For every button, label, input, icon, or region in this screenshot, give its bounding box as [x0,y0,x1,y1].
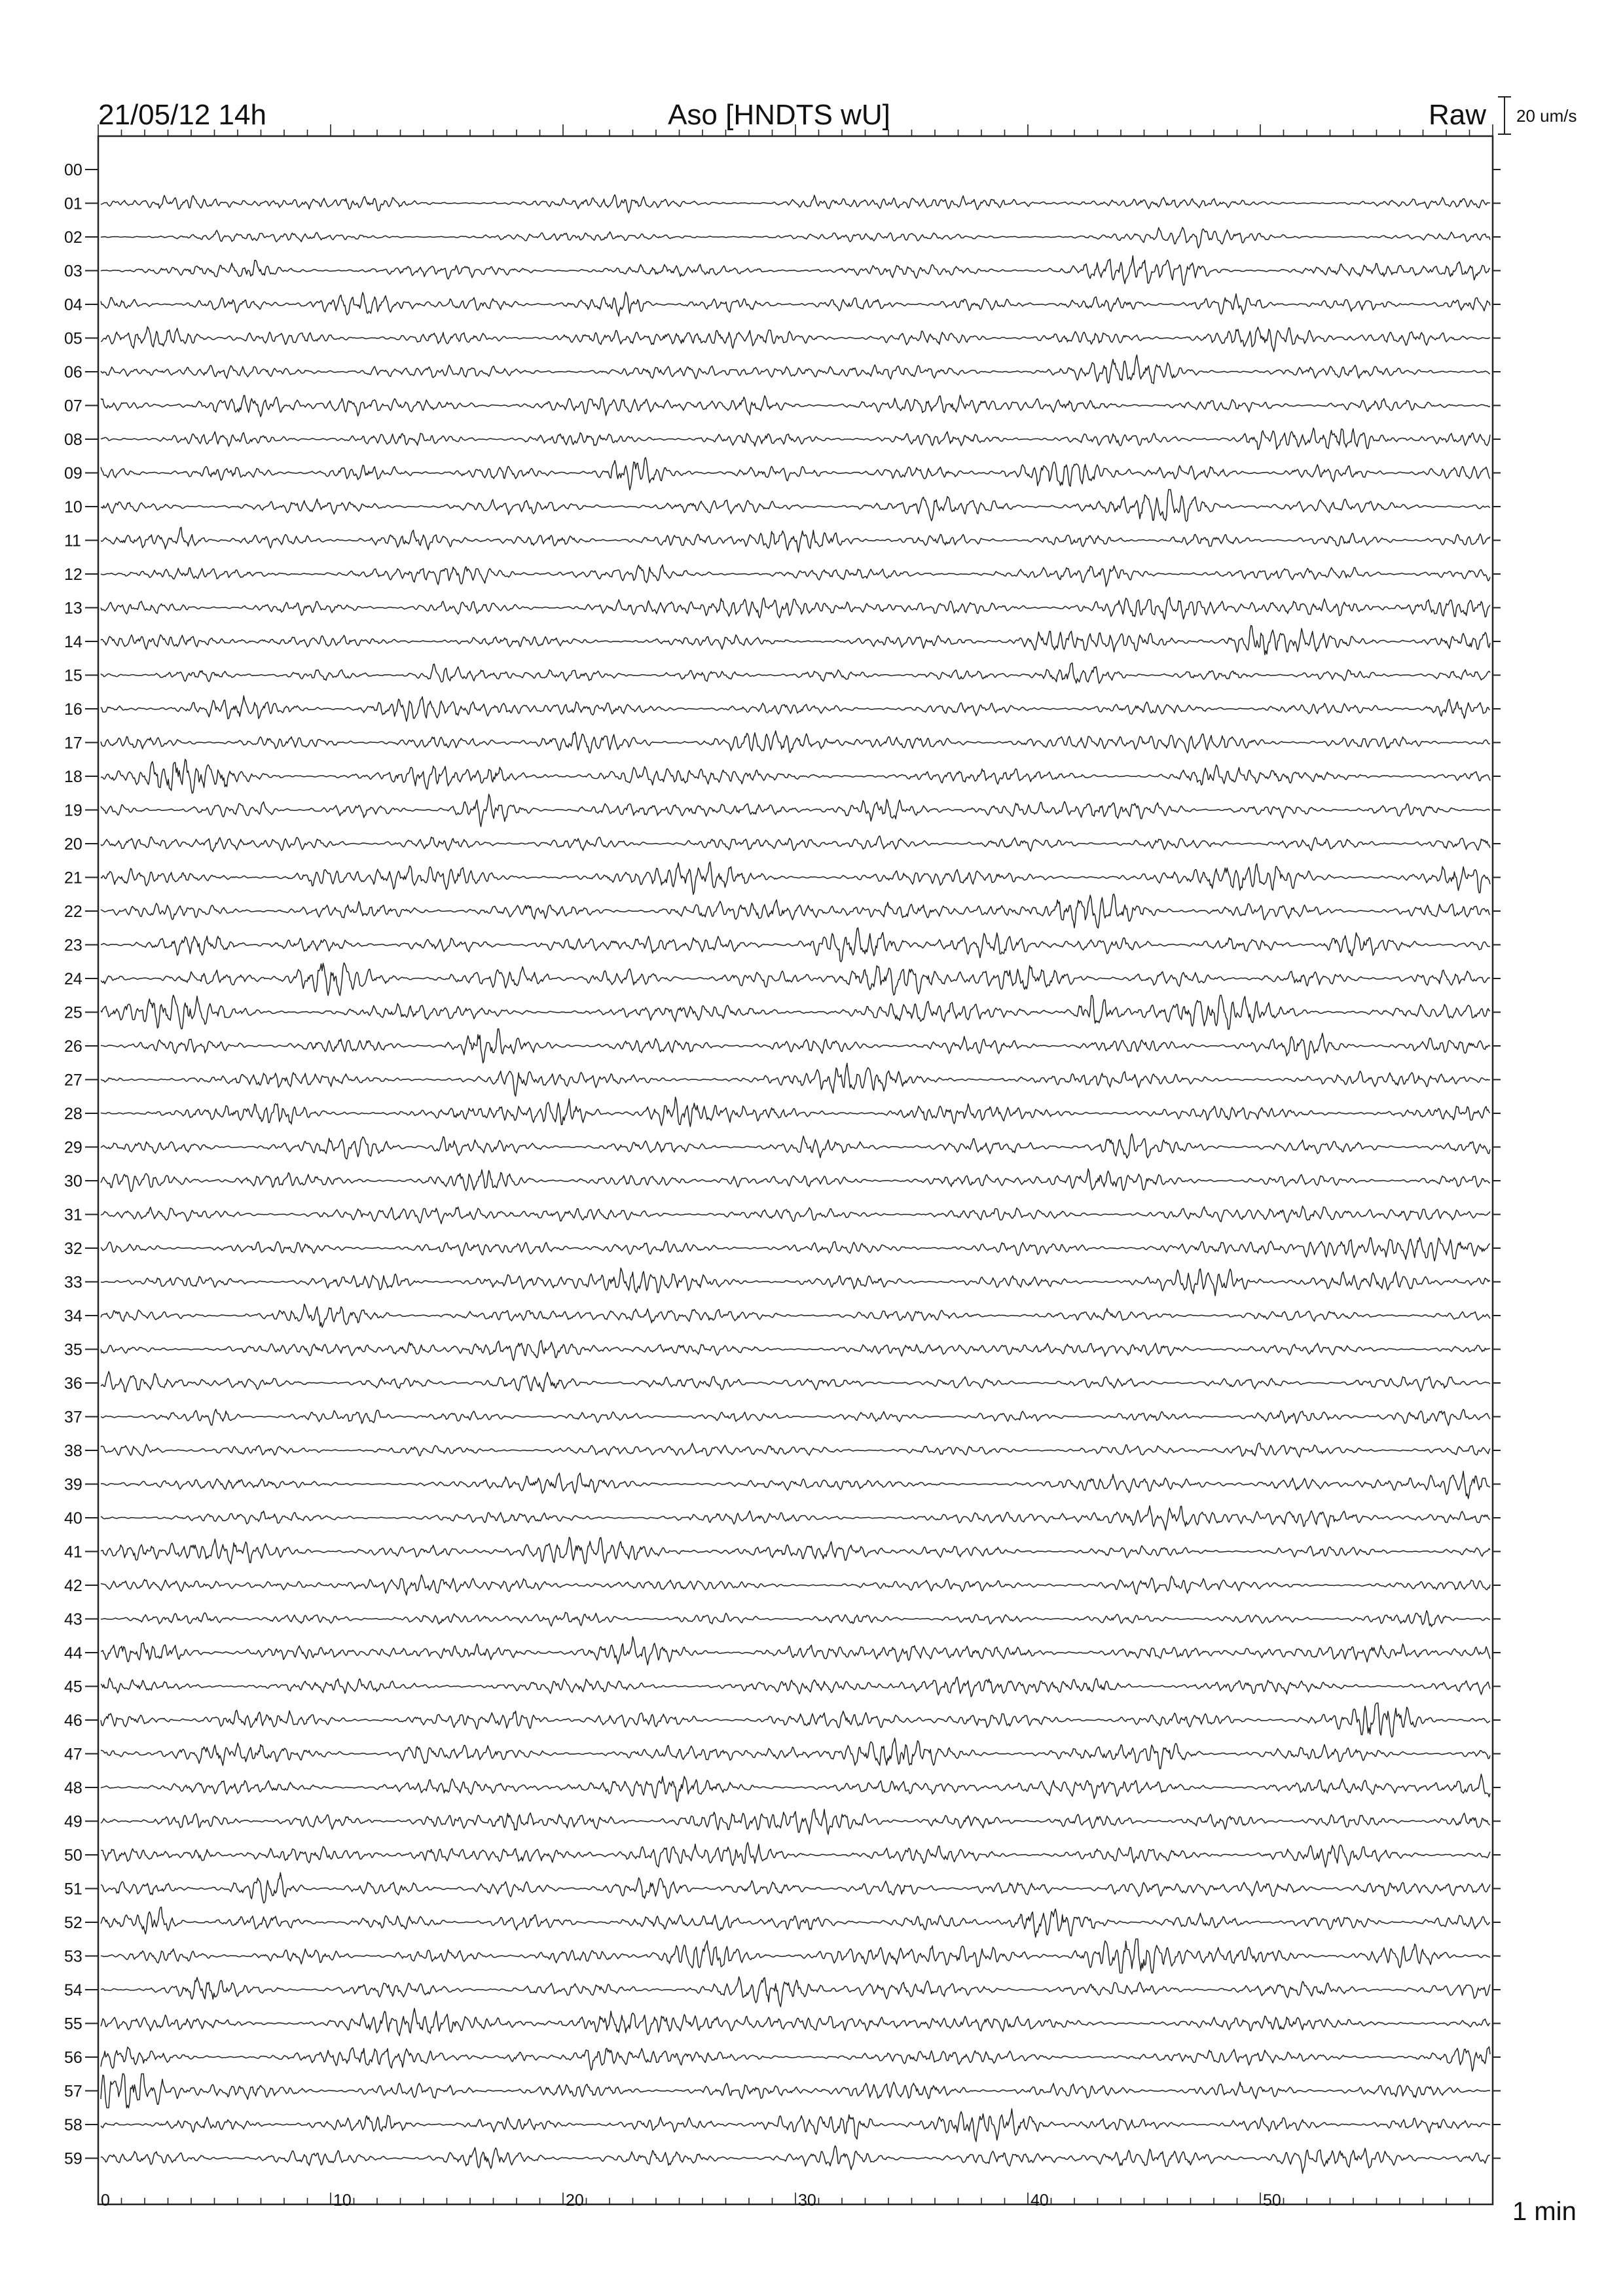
trace-row-30 [101,1169,1490,1192]
scale-bar [1498,97,1577,134]
x-tick-label: 30 [798,2191,816,2210]
row-label: 24 [64,970,82,988]
header-datetime: 21/05/12 14h [98,99,266,131]
trace-row-50 [101,1842,1490,1867]
row-label: 51 [64,1880,82,1899]
trace-row-23 [101,928,1490,962]
row-label: 07 [64,397,82,416]
row-label: 38 [64,1442,82,1460]
trace-row-43 [101,1611,1490,1626]
row-label: 56 [64,2049,82,2067]
row-label: 17 [64,734,82,753]
trace-row-24 [101,963,1490,996]
x-tick-label: 40 [1030,2191,1049,2210]
trace-row-57 [101,2074,1490,2108]
row-label: 59 [64,2149,82,2168]
row-label: 58 [64,2116,82,2134]
trace-row-04 [101,292,1490,316]
row-label: 43 [64,1610,82,1629]
row-label: 15 [64,666,82,685]
row-label: 16 [64,700,82,719]
trace-row-14 [101,626,1490,655]
row-label: 03 [64,262,82,281]
row-label: 04 [64,296,82,314]
row-label: 45 [64,1677,82,1696]
row-label: 48 [64,1779,82,1797]
row-label: 13 [64,599,82,618]
trace-row-54 [101,1977,1490,2007]
row-label: 21 [64,869,82,888]
trace-row-19 [101,794,1490,827]
x-tick-label: 0 [101,2191,110,2210]
trace-row-44 [101,1637,1490,1665]
row-label: 33 [64,1273,82,1292]
row-label: 25 [64,1003,82,1022]
row-label: 40 [64,1509,82,1528]
trace-row-17 [101,731,1490,753]
x-tick-label: 10 [333,2191,352,2210]
trace-row-33 [101,1268,1490,1295]
trace-row-40 [101,1506,1490,1530]
row-label: 27 [64,1071,82,1090]
trace-row-22 [101,894,1490,928]
trace-row-15 [101,663,1490,683]
trace-row-13 [101,598,1490,620]
trace-row-26 [101,1029,1490,1063]
row-label: 20 [64,835,82,853]
row-label: 30 [64,1172,82,1191]
trace-row-47 [101,1738,1490,1769]
trace-row-25 [101,996,1490,1030]
trace-row-45 [101,1677,1490,1696]
row-label: 47 [64,1745,82,1764]
row-label: 18 [64,768,82,786]
scale-label: 20 um/s [1516,106,1577,126]
row-label: 39 [64,1475,82,1494]
trace-row-21 [101,862,1490,895]
row-label: 32 [64,1240,82,1258]
row-label: 49 [64,1812,82,1831]
row-label: 46 [64,1712,82,1730]
trace-row-34 [101,1304,1490,1328]
trace-row-31 [101,1206,1490,1224]
trace-group [101,195,1490,2174]
trace-row-52 [101,1907,1490,1937]
row-label: 34 [64,1307,82,1325]
trace-row-56 [101,2047,1490,2071]
trace-row-32 [101,1238,1490,1261]
row-label: 52 [64,1914,82,1932]
trace-row-10 [101,490,1490,522]
row-label: 57 [64,2082,82,2101]
trace-row-28 [101,1097,1490,1126]
plot-frame [98,136,1493,2204]
trace-row-11 [101,528,1490,552]
row-label: 02 [64,228,82,247]
row-label: 05 [64,329,82,348]
row-label: 09 [64,464,82,483]
trace-row-51 [101,1873,1490,1903]
trace-row-27 [101,1063,1490,1096]
trace-row-55 [101,2009,1490,2036]
trace-row-59 [101,2145,1490,2173]
trace-row-03 [101,256,1490,285]
trace-row-42 [101,1575,1490,1595]
row-label: 54 [64,1981,82,2000]
row-label: 29 [64,1138,82,1157]
row-labels [64,161,82,2168]
trace-row-46 [101,1703,1490,1737]
row-label: 42 [64,1577,82,1595]
trace-row-49 [101,1809,1490,1835]
row-label: 50 [64,1846,82,1865]
row-label: 22 [64,903,82,921]
x-tick-label: 20 [566,2191,584,2210]
row-label: 19 [64,801,82,820]
row-label: 23 [64,936,82,955]
trace-row-08 [101,428,1490,450]
trace-row-16 [101,696,1490,721]
row-label: 44 [64,1644,82,1662]
row-label: 35 [64,1340,82,1359]
row-label: 55 [64,2015,82,2034]
time-unit-label: 1 min [1512,2197,1577,2226]
trace-row-07 [101,395,1490,417]
trace-row-06 [101,355,1490,384]
trace-row-53 [101,1939,1490,1973]
trace-row-09 [101,457,1490,490]
trace-row-37 [101,1409,1490,1426]
row-label: 10 [64,498,82,516]
axis-ticks [85,124,1501,2204]
row-label: 12 [64,565,82,584]
trace-row-12 [101,565,1490,586]
trace-row-05 [101,327,1490,351]
trace-row-01 [101,195,1490,213]
row-label: 36 [64,1374,82,1393]
trace-row-20 [101,836,1490,852]
row-label: 26 [64,1037,82,1056]
row-label: 14 [64,633,82,651]
header-station: Aso [HNDTS wU] [668,99,890,131]
trace-row-39 [101,1471,1490,1499]
row-label: 06 [64,363,82,382]
x-tick-labels [101,2191,1281,2210]
trace-row-18 [101,759,1490,793]
trace-row-35 [101,1340,1490,1361]
row-label: 11 [64,531,81,550]
row-label: 00 [64,161,82,179]
row-label: 28 [64,1105,82,1123]
x-tick-label: 50 [1263,2191,1281,2210]
header-mode: Raw [1428,99,1486,131]
trace-row-38 [101,1443,1490,1457]
row-label: 08 [64,431,82,449]
trace-row-02 [101,228,1490,249]
trace-row-41 [101,1537,1490,1564]
row-label: 01 [64,194,82,213]
row-label: 31 [64,1206,82,1225]
trace-row-36 [101,1372,1490,1392]
trace-row-29 [101,1134,1490,1158]
trace-row-48 [101,1774,1490,1802]
row-label: 37 [64,1408,82,1427]
row-label: 41 [64,1543,82,1562]
trace-row-58 [101,2109,1490,2142]
row-label: 53 [64,1947,82,1966]
